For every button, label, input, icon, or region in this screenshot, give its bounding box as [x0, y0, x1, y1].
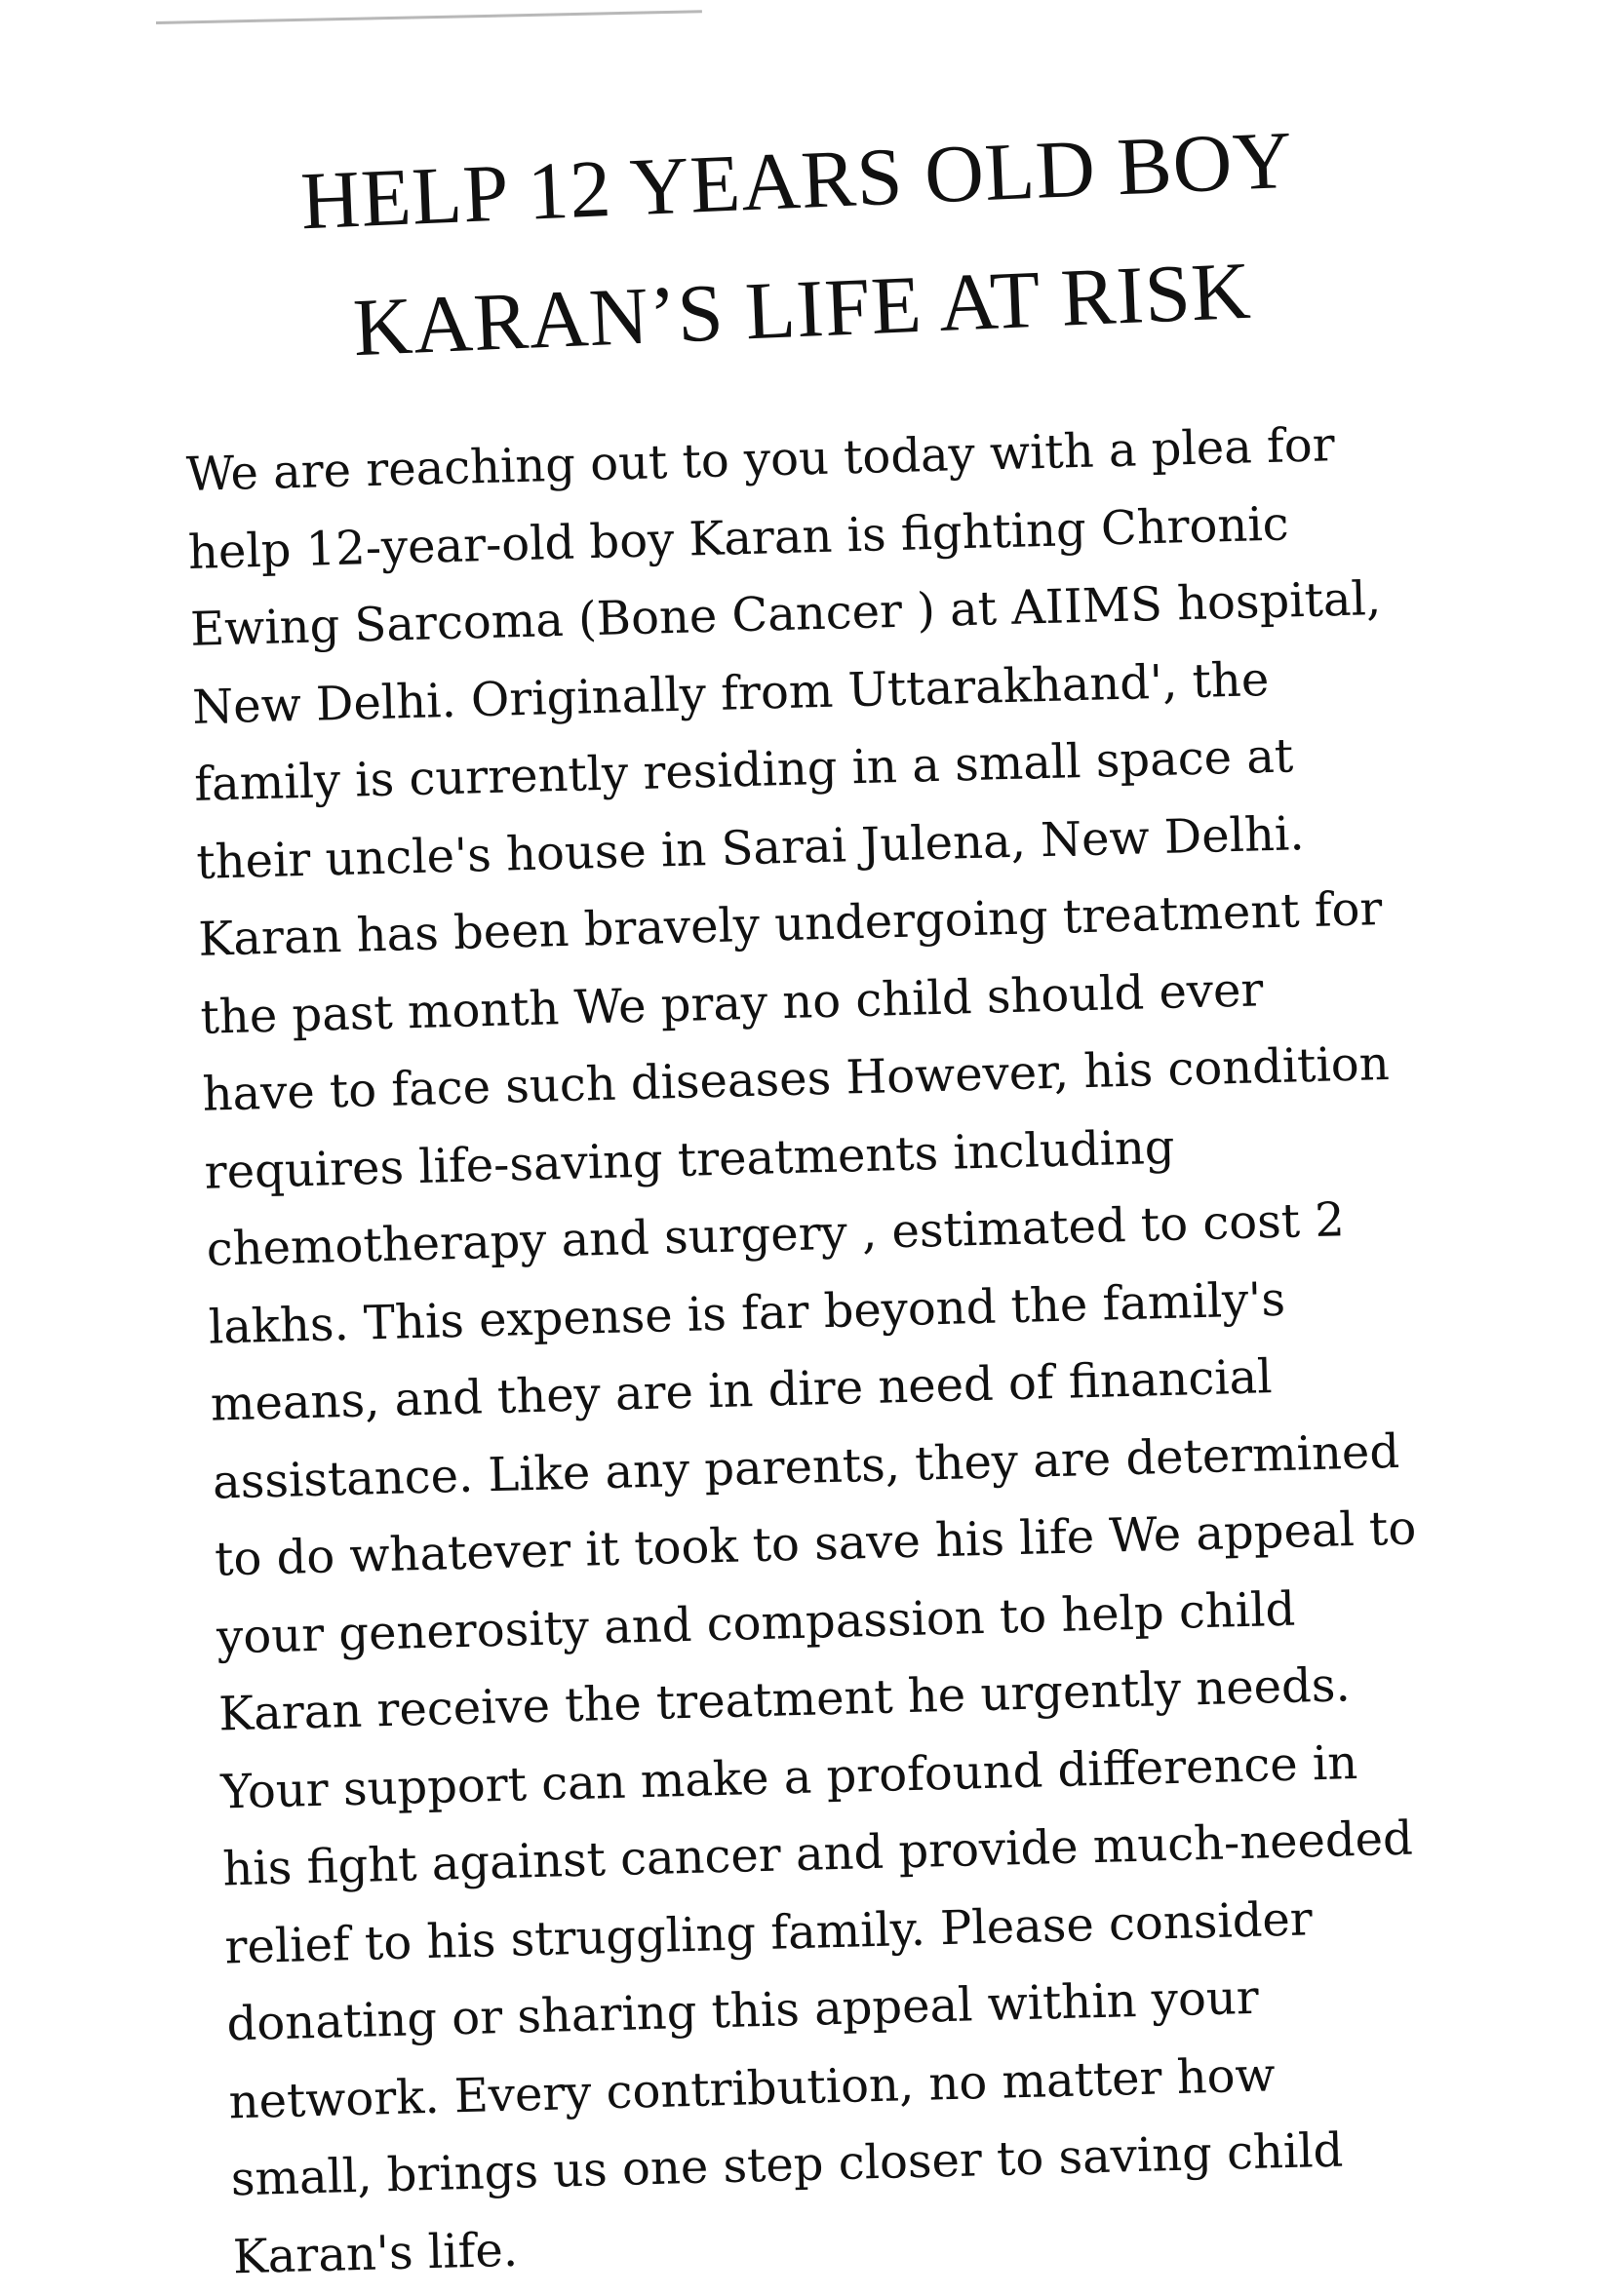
body-line: your generosity and compassion to help child: [216, 1581, 1296, 1665]
body-line: We are reaching out to you today with a plea for: [185, 417, 1336, 502]
body-line: means, and they are in dire need of financial: [210, 1349, 1274, 1432]
body-line: assistance. Like any parents, they are determined: [212, 1423, 1400, 1510]
body-line: network. Every contribution, no matter how: [227, 2046, 1277, 2129]
body-line: Karan has been bravely undergoing treatment for: [197, 881, 1384, 967]
body-line: have to face such diseases However, his condition: [201, 1035, 1391, 1122]
body-line: small, brings us one step closer to saving child: [230, 2122, 1344, 2207]
body-line: Ewing Sarcoma (Bone Cancer ) at AIIMS hospital,: [189, 570, 1382, 657]
body-line: relief to his struggling family. Please consider: [223, 1890, 1314, 1974]
body-line: donating or sharing this appeal within your: [225, 1969, 1260, 2052]
body-line: their uncle's house in Sarai Julena, New Delhi.: [195, 805, 1306, 890]
body-line: to do whatever it took to save his life We appeal to: [214, 1500, 1417, 1587]
body-line: New Delhi. Originally from Uttarakhand', the: [191, 651, 1270, 735]
body-line: Your support can make a profound difference in: [219, 1734, 1358, 1820]
body-line: the past month We pray no child should ever: [199, 961, 1265, 1045]
body-line: help 12-year-old boy Karan is fighting Chronic: [187, 495, 1290, 580]
top-divider-line: [156, 10, 702, 24]
body-line: Karan receive the treatment he urgently needs.: [217, 1657, 1352, 1742]
appeal-title: [219, 93, 1380, 398]
body-line: Karan's life.: [232, 2222, 519, 2284]
body-line: his fight against cancer and provide much-needed: [221, 1810, 1414, 1897]
title-line-1: HELP 12 YEARS OLD BOY: [298, 114, 1295, 248]
appeal-body: [185, 403, 1530, 2296]
body-line: family is currently residing in a small space at: [193, 728, 1294, 812]
body-line: requires life-saving treatments including: [204, 1119, 1176, 1200]
body-line: lakhs. This expense is far beyond the family's: [208, 1271, 1286, 1355]
title-line-2: KARAN’S LIFE AT RISK: [351, 245, 1254, 374]
body-line: chemotherapy and surgery , estimated to cost 2: [206, 1192, 1346, 1277]
